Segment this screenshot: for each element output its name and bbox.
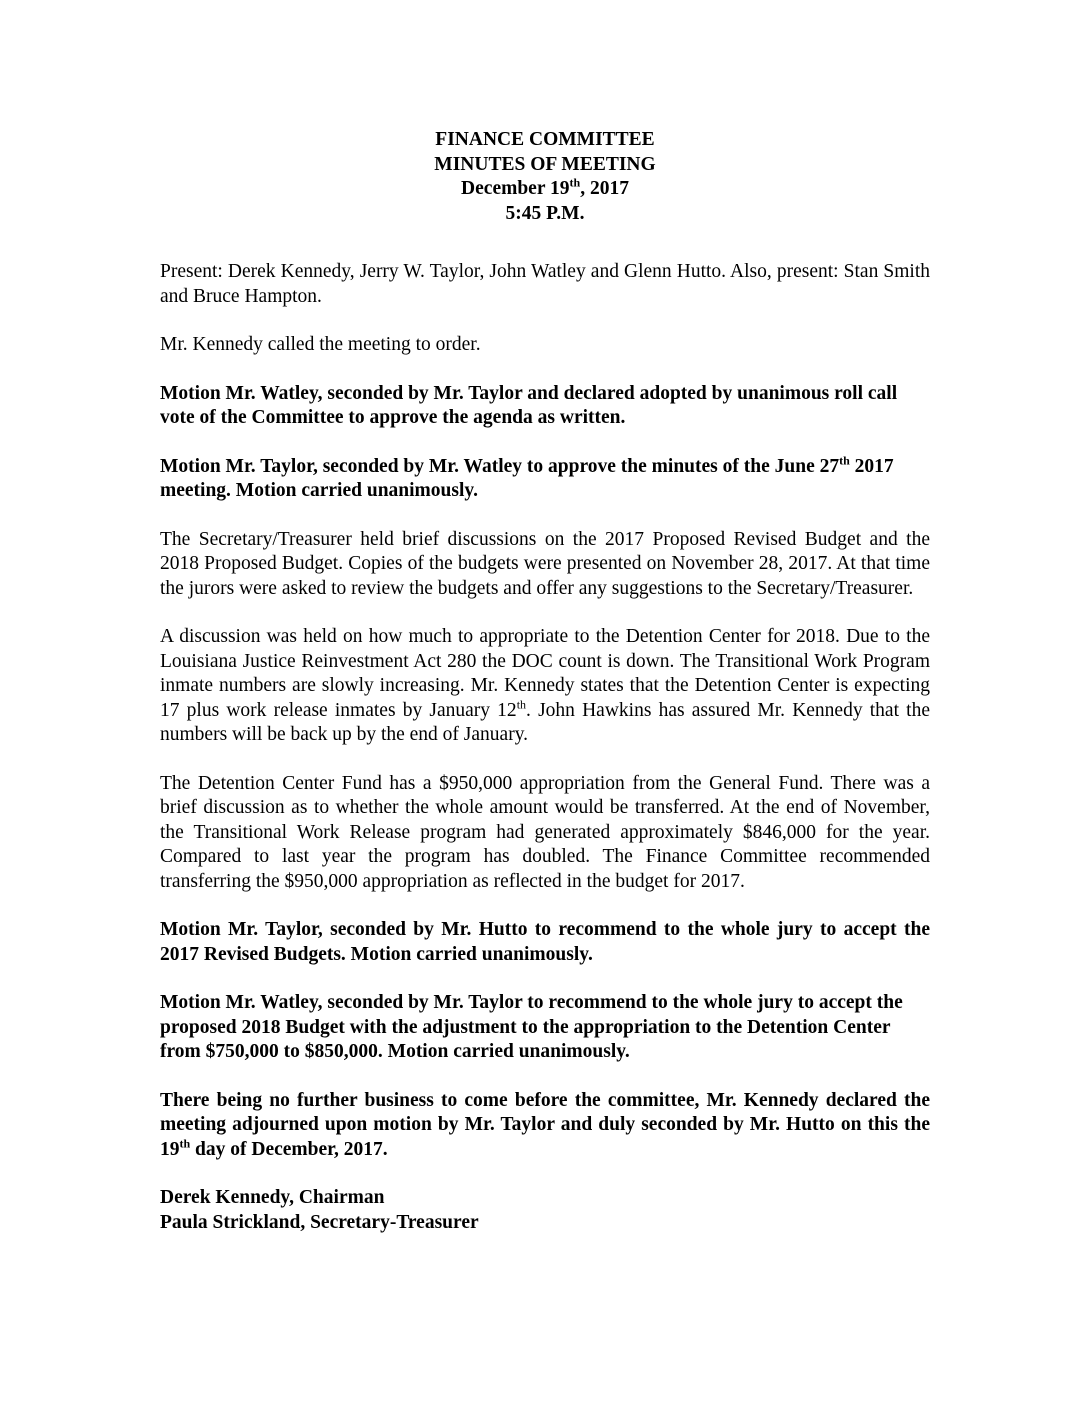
meeting-date xyxy=(160,177,930,202)
detention-discussion-suffix: th xyxy=(516,697,527,711)
detention-discussion-text: A discussion was held on how much to appropriate to the Detention Center for 2018. Due to the Louisiana Justice Reinvestment Act 280 the DOC count is down. The Transitional Work Program inmate numbers are slowly increasing. Mr. Kennedy states that the Detention Center is expecting 17 plus work release inmates by January 12 xyxy=(160,626,930,721)
detention-discussion-text-end: . John Hawkins has assured Mr. Kennedy that the numbers will be back up by the end of January. xyxy=(160,699,930,745)
meeting-time: 5:45 P.M. xyxy=(505,202,585,224)
adjournment-text-end: day of December, 2017. xyxy=(190,1138,388,1160)
call-to-order-paragraph: Mr. Kennedy called the meeting to order. xyxy=(160,334,481,355)
adjournment-suffix: th xyxy=(179,1136,191,1150)
chairman-signature: Derek Kennedy, Chairman xyxy=(160,1187,385,1208)
attendance-paragraph: Present: Derek Kennedy, Jerry W. Taylor, John Watley and Glenn Hutto. Also, present: Stan Smith and Bruce Hampton. xyxy=(160,261,930,307)
motion-minutes-paragraph xyxy=(160,455,930,504)
meeting-date-text: December 19 xyxy=(461,178,570,199)
motion-minutes-text: Motion Mr. Taylor, seconded by Mr. Watley to approve the minutes of the June 27 xyxy=(160,455,840,477)
minutes-document xyxy=(160,128,930,1235)
document-header xyxy=(160,128,930,226)
adjournment-paragraph xyxy=(160,1089,930,1163)
meeting-date-suffix: th xyxy=(569,175,581,190)
meeting-date-year: , 2017 xyxy=(580,178,629,199)
signature-block xyxy=(160,1186,930,1235)
document-title: MINUTES OF MEETING xyxy=(434,153,656,175)
committee-title: FINANCE COMMITTEE xyxy=(435,129,655,150)
motion-minutes-text-end: 2017 meeting. Motion carried unanimously. xyxy=(160,455,894,501)
fund-discussion-paragraph: The Detention Center Fund has a $950,000 appropriation from the General Fund. There was a brief discussion as to whether the whole amount would be transferred. At the end of November, the Transitional Work Release program had generated approximately $846,000 for the year. Compared to last year the program has doubled. The Finance Committee recommended transferring the $950,000 appropriation as reflected in the budget for 2017. xyxy=(160,772,930,892)
adjournment-text: There being no further business to come before the committee, Mr. Kennedy declared the meeting adjourned upon motion by Mr. Taylor and duly seconded by Mr. Hutto on this the 19 xyxy=(160,1089,930,1160)
detention-discussion-paragraph xyxy=(160,625,930,748)
motion-2018-budget-paragraph: Motion Mr. Watley, seconded by Mr. Taylor to recommend to the whole jury to accept the proposed 2018 Budget with the adjustment to the appropriation to the Detention Center from $750,000 to $850,000. Motion carried unanimously. xyxy=(160,992,903,1062)
budget-discussion-paragraph: The Secretary/Treasurer held brief discussions on the 2017 Proposed Revised Budget and the 2018 Proposed Budget. Copies of the budgets were presented on November 28, 2017. At that time the jurors were asked to review the budgets and offer any suggestions to the Secretary/Treasurer. xyxy=(160,528,930,599)
secretary-signature: Paula Strickland, Secretary-Treasurer xyxy=(160,1211,479,1233)
motion-revised-budget-paragraph: Motion Mr. Taylor, seconded by Mr. Hutto to recommend to the whole jury to accept the 2017 Revised Budgets. Motion carried unanimously. xyxy=(160,919,930,965)
motion-minutes-suffix: th xyxy=(839,453,850,467)
motion-agenda-paragraph: Motion Mr. Watley, seconded by Mr. Taylor and declared adopted by unanimous roll call vote of the Committee to approve the agenda as written. xyxy=(160,382,898,428)
